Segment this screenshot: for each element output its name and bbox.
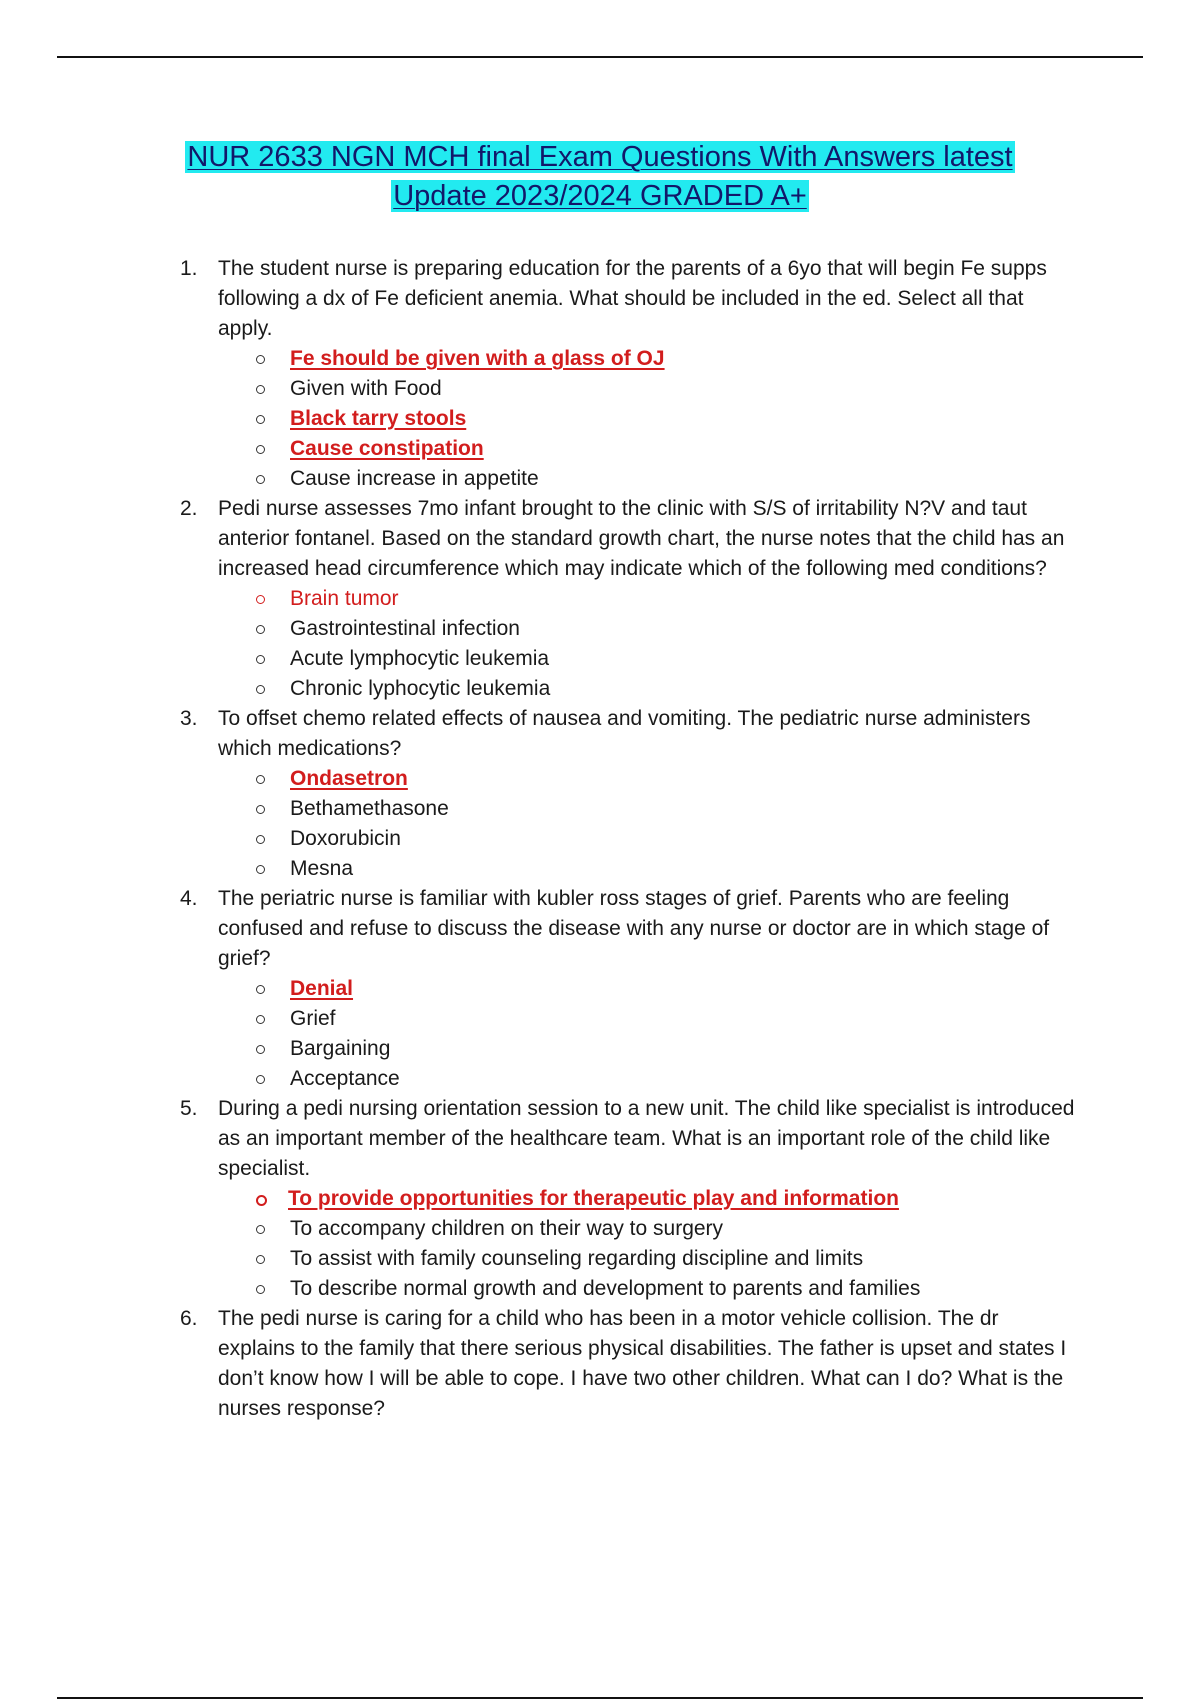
answer-option-correct (218, 764, 1080, 794)
circle-bullet-icon (256, 595, 265, 604)
option-label: To provide opportunities for therapeutic play and information (288, 1187, 899, 1210)
answer-option (218, 1064, 1080, 1094)
circle-bullet-icon (256, 1195, 267, 1206)
circle-bullet-icon (256, 865, 265, 874)
option-list (218, 974, 1080, 1094)
circle-bullet-icon (256, 1045, 265, 1054)
circle-bullet-icon (256, 985, 265, 994)
question-3 (0, 704, 1200, 884)
circle-bullet-icon (256, 1075, 265, 1084)
answer-option (218, 614, 1080, 644)
option-label: To describe normal growth and development to parents and families (290, 1277, 921, 1300)
answer-option-correct (218, 974, 1080, 1004)
answer-option (218, 674, 1080, 704)
answer-option-correct (218, 1184, 1080, 1214)
option-label: Bargaining (290, 1037, 391, 1060)
option-label: To accompany children on their way to surgery (290, 1217, 724, 1240)
option-label: Denial (290, 977, 354, 1000)
question-number: 6. (180, 1307, 198, 1330)
bottom-rule (57, 1697, 1143, 1699)
document-title-line2: Update 2023/2024 GRADED A+ (393, 180, 807, 212)
circle-bullet-icon (256, 1015, 265, 1024)
option-list (218, 344, 1080, 494)
question-number: 1. (180, 257, 198, 280)
option-label: Black tarry stools (290, 407, 467, 430)
question-text: The periatric nurse is familiar with kubler ross stages of grief. Parents who are feeling confused and refuse to discuss the disease with any nurse or doctor are in which stage of grief? (218, 887, 1050, 970)
answer-option (218, 854, 1080, 884)
answer-option-correct (218, 584, 1080, 614)
option-label: Fe should be given with a glass of OJ (290, 347, 665, 370)
question-list (0, 254, 1200, 1424)
document-title (0, 138, 1200, 216)
circle-bullet-icon (256, 1255, 265, 1264)
answer-option (218, 374, 1080, 404)
question-text: Pedi nurse assesses 7mo infant brought to the clinic with S/S of irritability N?V and taut anterior fontanel. Based on the standard growth chart, the nurse notes that the child has an increased head circumference which may indicate which of the following med conditions? (218, 497, 1065, 580)
question-4 (0, 884, 1200, 1094)
option-list (218, 584, 1080, 704)
option-label: Bethamethasone (290, 797, 449, 820)
circle-bullet-icon (256, 1285, 265, 1294)
question-number: 2. (180, 497, 198, 520)
answer-option (218, 1274, 1080, 1304)
option-label: Acute lymphocytic leukemia (290, 647, 550, 670)
question-number: 3. (180, 707, 198, 730)
circle-bullet-icon (256, 775, 265, 784)
circle-bullet-icon (256, 805, 265, 814)
circle-bullet-icon (256, 685, 265, 694)
option-label: Given with Food (290, 377, 442, 400)
option-label: Cause increase in appetite (290, 467, 539, 490)
answer-option (218, 1034, 1080, 1064)
question-2 (0, 494, 1200, 704)
question-6 (0, 1304, 1200, 1424)
question-number: 4. (180, 887, 198, 910)
answer-option-correct (218, 404, 1080, 434)
answer-option (218, 1004, 1080, 1034)
circle-bullet-icon (256, 355, 265, 364)
option-label: Brain tumor (290, 587, 399, 610)
top-rule (57, 56, 1143, 58)
answer-option-correct (218, 434, 1080, 464)
circle-bullet-icon (256, 385, 265, 394)
option-label: Ondasetron (290, 767, 408, 790)
answer-option (218, 464, 1080, 494)
question-5 (0, 1094, 1200, 1304)
circle-bullet-icon (256, 655, 265, 664)
option-label: Acceptance (290, 1067, 400, 1090)
circle-bullet-icon (256, 1225, 265, 1234)
answer-option (218, 1214, 1080, 1244)
option-label: To assist with family counseling regarding discipline and limits (290, 1247, 864, 1270)
option-label: Grief (290, 1007, 336, 1030)
option-list (218, 1184, 1080, 1304)
answer-option (218, 824, 1080, 854)
question-text: The student nurse is preparing education for the parents of a 6yo that will begin Fe supps following a dx of Fe deficient anemia. What should be included in the ed. Select all that apply. (218, 257, 1047, 340)
circle-bullet-icon (256, 445, 265, 454)
question-1 (0, 254, 1200, 494)
question-number: 5. (180, 1097, 198, 1120)
question-text: The pedi nurse is caring for a child who has been in a motor vehicle collision. The dr explains to the family that there serious physical disabilities. The father is upset and states I don’t know how I will be able to cope. I have two other children. What can I do? What is the nurses response? (218, 1307, 1067, 1420)
option-list (218, 764, 1080, 884)
circle-bullet-icon (256, 625, 265, 634)
circle-bullet-icon (256, 475, 265, 484)
option-label: Doxorubicin (290, 827, 401, 850)
option-label: Cause constipation (290, 437, 484, 460)
answer-option (218, 794, 1080, 824)
option-label: Chronic lyphocytic leukemia (290, 677, 551, 700)
answer-option (218, 644, 1080, 674)
answer-option-correct (218, 344, 1080, 374)
answer-option (218, 1244, 1080, 1274)
circle-bullet-icon (256, 835, 265, 844)
option-label: Gastrointestinal infection (290, 617, 520, 640)
question-text: During a pedi nursing orientation session to a new unit. The child like specialist is introduced as an important member of the healthcare team. What is an important role of the child like specialist. (218, 1097, 1075, 1180)
circle-bullet-icon (256, 415, 265, 424)
question-text: To offset chemo related effects of nausea and vomiting. The pediatric nurse administers which medications? (218, 707, 1031, 760)
option-label: Mesna (290, 857, 354, 880)
document-title-line1: NUR 2633 NGN MCH final Exam Questions With Answers latest (187, 141, 1013, 173)
